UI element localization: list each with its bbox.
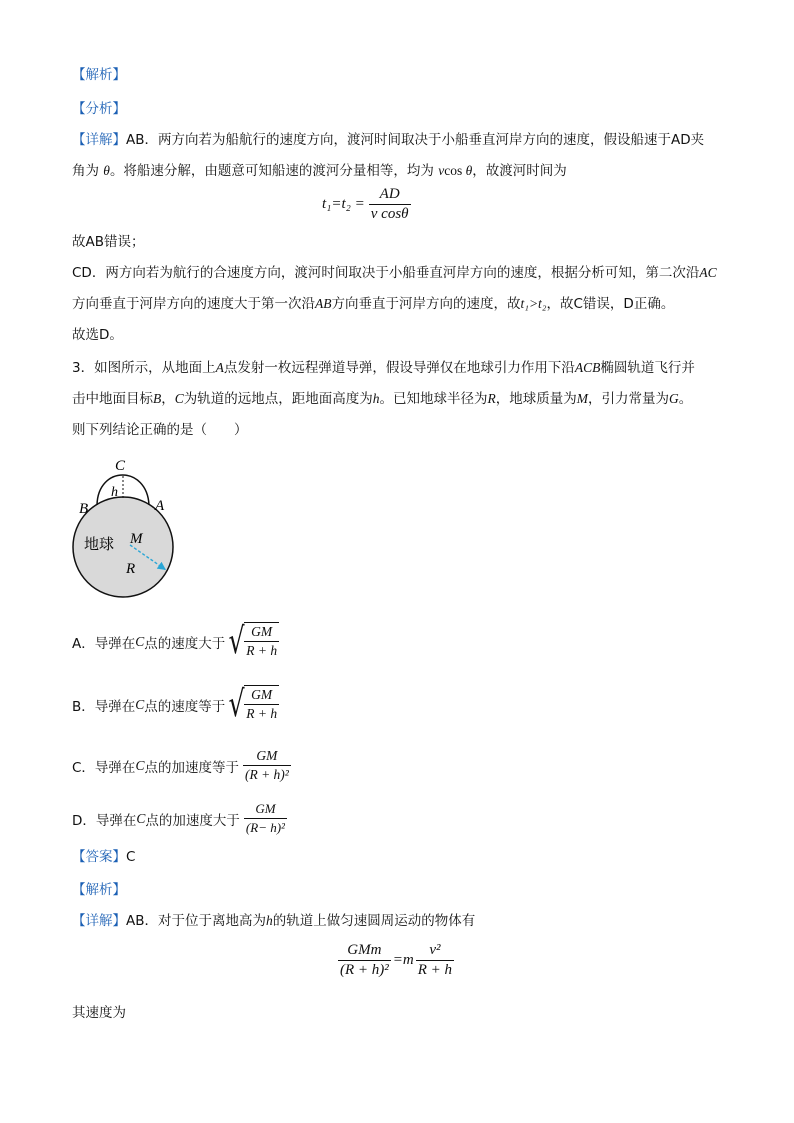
question-3-line-2: [72, 389, 692, 409]
detail-text: AB．两方向若为船航行的速度方向，渡河时间取决于小船垂直河岸方向的速度，假设船速于AD夹: [126, 132, 705, 148]
fraction: [244, 622, 279, 662]
acb-label: ACB: [574, 360, 601, 375]
numerator: GMm: [347, 942, 382, 958]
denominator: (R− h)²: [245, 820, 285, 835]
fraction-right: [416, 942, 454, 979]
text: 方向垂直于河岸方向的速度，故: [331, 296, 521, 312]
detail-paragraph-cd-2: [72, 294, 674, 314]
text: AB．对于位于离地高为: [126, 913, 266, 929]
fraction: [244, 801, 287, 836]
theta-symbol: θ: [465, 163, 473, 178]
option-label: C．导弹在: [72, 759, 136, 776]
answer-line: [72, 847, 135, 867]
text: ，引力常量为: [588, 391, 670, 407]
text: ，故C错误，D正确。: [546, 296, 675, 312]
fraction: [244, 685, 279, 725]
label-c: C: [115, 458, 126, 474]
point-a: A: [215, 360, 224, 375]
r-symbol: R: [487, 391, 496, 406]
numerator: GM: [251, 687, 273, 702]
radical-icon: √: [228, 684, 245, 725]
option-text: 点的速度等于: [144, 699, 226, 715]
point-c: C: [135, 634, 145, 649]
h-symbol: h: [372, 391, 380, 406]
text: 角为: [72, 163, 104, 179]
point-c: C: [174, 391, 184, 406]
v-symbol: v: [438, 163, 445, 178]
text: ，地球质量为: [495, 391, 577, 407]
text: 椭圆轨道飞行并: [600, 360, 695, 376]
text: 。已知地球半径为: [379, 391, 488, 407]
option-c: [72, 748, 291, 783]
text: ，故渡河时间为: [472, 163, 567, 179]
label-r: R: [126, 561, 136, 577]
option-b: [72, 685, 279, 725]
fraction-left: [338, 942, 391, 979]
equation-gravity: [338, 942, 454, 979]
text: 3．如图所示，从地面上: [72, 360, 216, 376]
earth-orbit-diagram: [70, 450, 180, 605]
cos-text: cos: [444, 163, 466, 178]
ac-label: AC: [699, 265, 717, 280]
conclusion-ab: 故AB错误；: [72, 234, 145, 250]
text: 点发射一枚远程弹道导弹，假设导弹仅在地球引力作用下沿: [223, 360, 575, 376]
point-c: C: [135, 757, 145, 773]
numerator: GM: [256, 748, 278, 763]
radical-icon: √: [228, 621, 245, 662]
question-3-line-1: [72, 358, 695, 378]
eq-lhs: t₁=t₂ =: [322, 196, 365, 212]
text: 。: [678, 391, 693, 407]
g-symbol: G: [669, 391, 679, 406]
detail-paragraph-1: [72, 130, 704, 150]
equals-m: =m: [392, 952, 414, 968]
theta-symbol: θ: [103, 163, 110, 178]
detail-prefix: 【详解】: [72, 132, 126, 148]
detail-paragraph-cd: [72, 263, 717, 283]
answer-value: C: [126, 849, 136, 865]
sqrt-expression: [225, 622, 279, 662]
numerator: GM: [255, 801, 276, 816]
analysis-heading: 【解析】: [72, 67, 126, 83]
numerator: GM: [251, 624, 273, 639]
numerator: v²: [429, 942, 441, 958]
sqrt-expression: [225, 685, 279, 725]
denominator: R + h: [417, 962, 453, 978]
sub-analysis-heading: 【分析】: [72, 101, 126, 117]
t-compare: t₁>t₂: [520, 296, 547, 311]
option-text: 点的加速度等于: [144, 759, 239, 776]
choice-d: 故选D。: [72, 327, 123, 343]
m-symbol: M: [576, 391, 589, 406]
option-label: D．导弹在: [72, 812, 137, 829]
label-h: h: [111, 485, 118, 500]
answer-heading: 【答案】: [72, 849, 126, 865]
text: ，: [161, 391, 175, 407]
detail-paragraph-2: [72, 161, 567, 181]
option-label: A．导弹在: [72, 636, 136, 652]
text: 击中地面目标: [72, 391, 153, 407]
h-symbol: h: [266, 913, 273, 928]
text: 。将船速分解，由题意可知船速的渡河分量相等，均为: [109, 163, 439, 179]
denominator: R + h: [246, 643, 278, 658]
velocity-intro: 其速度为: [72, 1005, 126, 1021]
denominator: (R + h)²: [244, 767, 289, 782]
eq-fraction: [369, 186, 411, 223]
label-m: M: [130, 531, 143, 547]
denominator: R + h: [246, 706, 278, 721]
text: 的轨道上做匀速圆周运动的物体有: [272, 913, 476, 929]
point-b: B: [153, 391, 162, 406]
text: 方向垂直于河岸方向的速度大于第一次沿: [72, 296, 315, 312]
question-3-line-3: 则下列结论正确的是（ ）: [72, 422, 248, 438]
label-earth: 地球: [84, 535, 115, 553]
analysis-heading-2: 【解析】: [72, 882, 126, 898]
point-c: C: [136, 810, 146, 826]
label-b: B: [79, 501, 89, 517]
option-a: [72, 622, 279, 662]
option-text: 点的加速度大于: [145, 812, 240, 829]
option-label: B．导弹在: [72, 699, 136, 715]
fraction: [243, 748, 291, 783]
detail-paragraph-q3: [72, 911, 475, 931]
option-text: 点的速度大于: [144, 636, 226, 652]
equation-time: [322, 186, 411, 223]
text: 为轨道的远地点，距地面高度为: [183, 391, 373, 407]
detail-prefix: 【详解】: [72, 913, 126, 929]
eq-denominator: v cosθ: [370, 206, 409, 222]
point-c: C: [135, 697, 145, 712]
denominator: (R + h)²: [340, 962, 389, 978]
label-a: A: [155, 498, 165, 514]
option-d: [72, 801, 287, 836]
eq-numerator: AD: [379, 186, 400, 202]
ab-label: AB: [315, 296, 332, 311]
text: CD．两方向若为航行的合速度方向，渡河时间取决于小船垂直河岸方向的速度，根据分析可知，第二次沿: [72, 265, 700, 281]
